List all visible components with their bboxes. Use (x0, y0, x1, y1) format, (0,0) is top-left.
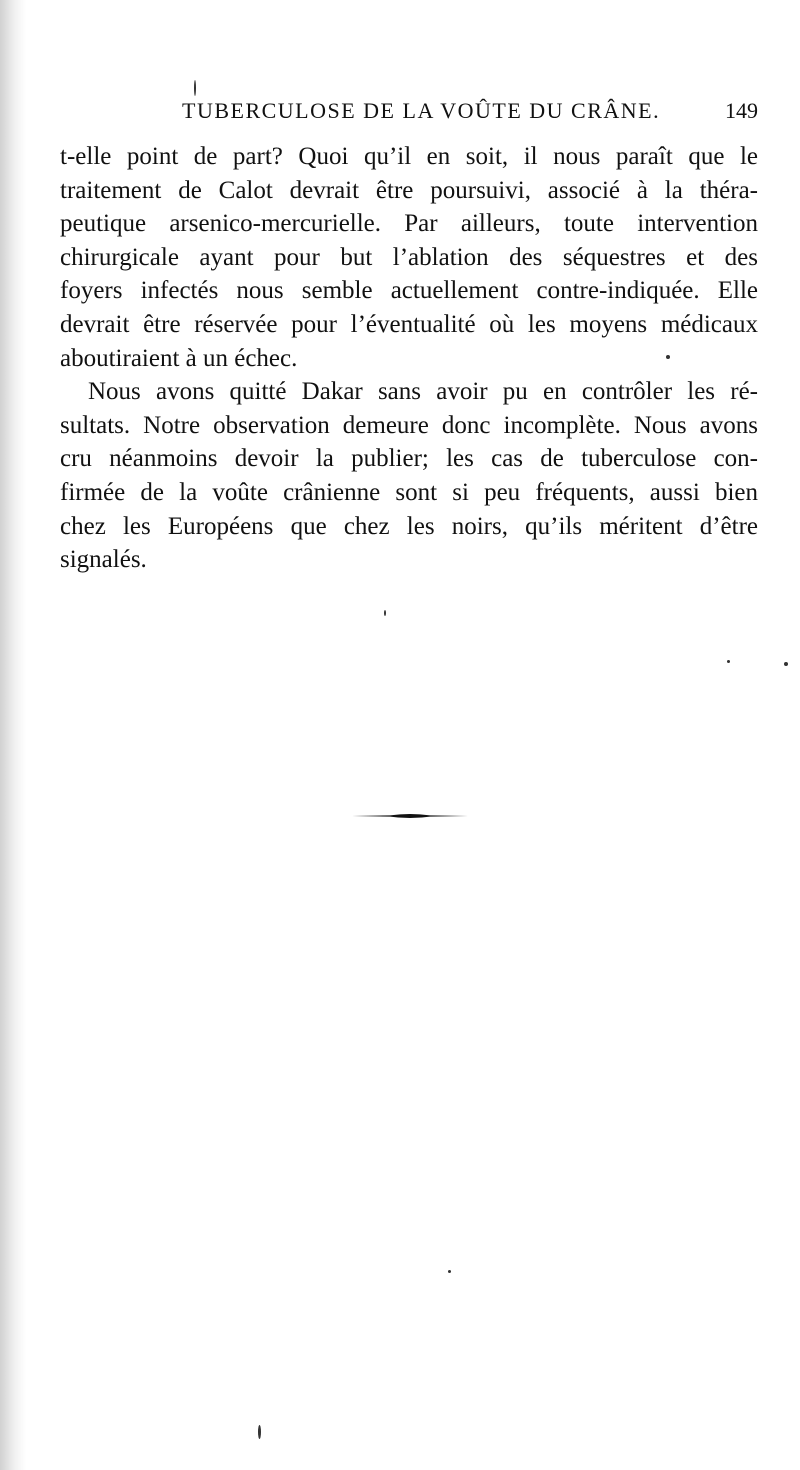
body-text (60, 140, 758, 577)
end-rule-ornament-icon (350, 808, 470, 824)
paragraph-1 (60, 140, 758, 375)
text-line: t-elle point de part? Quoi qu’il en soit, il nous paraît que le (60, 143, 758, 170)
text-line: cru néanmoins devoir la publier; les cas de tuberculose con- (60, 445, 758, 473)
text-line: signalés. (60, 546, 147, 574)
text-line: traitement de Calot devrait être poursuivi, associé à la théra- (60, 176, 758, 204)
scan-speck (258, 1425, 261, 1439)
text-line: devrait être réservée pour l’éventualité où les moyens médicaux (60, 310, 758, 338)
scan-speck (384, 610, 386, 616)
text-line: aboutiraient à un échec. (60, 344, 298, 372)
text-line: firmée de la voûte crânienne sont si peu fréquents, aussi bien (60, 478, 758, 506)
page-number: 149 (725, 98, 758, 123)
scan-speck (448, 1270, 451, 1273)
text-line: Nous avons quitté Dakar sans avoir pu en contrôler les ré- (88, 378, 758, 406)
scan-speck (666, 355, 670, 359)
text-line: chez les Européens que chez les noirs, qu’ils méritent d’être (60, 512, 758, 540)
scan-speck (784, 662, 788, 666)
text-line: foyers infectés nous semble actuellement contre-indiquée. Elle (60, 277, 758, 305)
text-line: chirurgicale ayant pour but l’ablation des séquestres et des (60, 243, 758, 271)
text-line: sultats. Notre observation demeure donc incomplète. Nous avons (60, 411, 758, 439)
running-title: TUBERCULOSE DE LA VOÛTE DU CRÂNE. (182, 98, 661, 123)
scan-speck (194, 80, 196, 96)
scan-speck (727, 660, 730, 663)
scan-edge-shadow (0, 0, 26, 1470)
running-head (60, 98, 760, 132)
text-line: peutique arsenico-mercurielle. Par ailleurs, toute intervention (60, 210, 758, 238)
paragraph-2 (60, 375, 758, 577)
